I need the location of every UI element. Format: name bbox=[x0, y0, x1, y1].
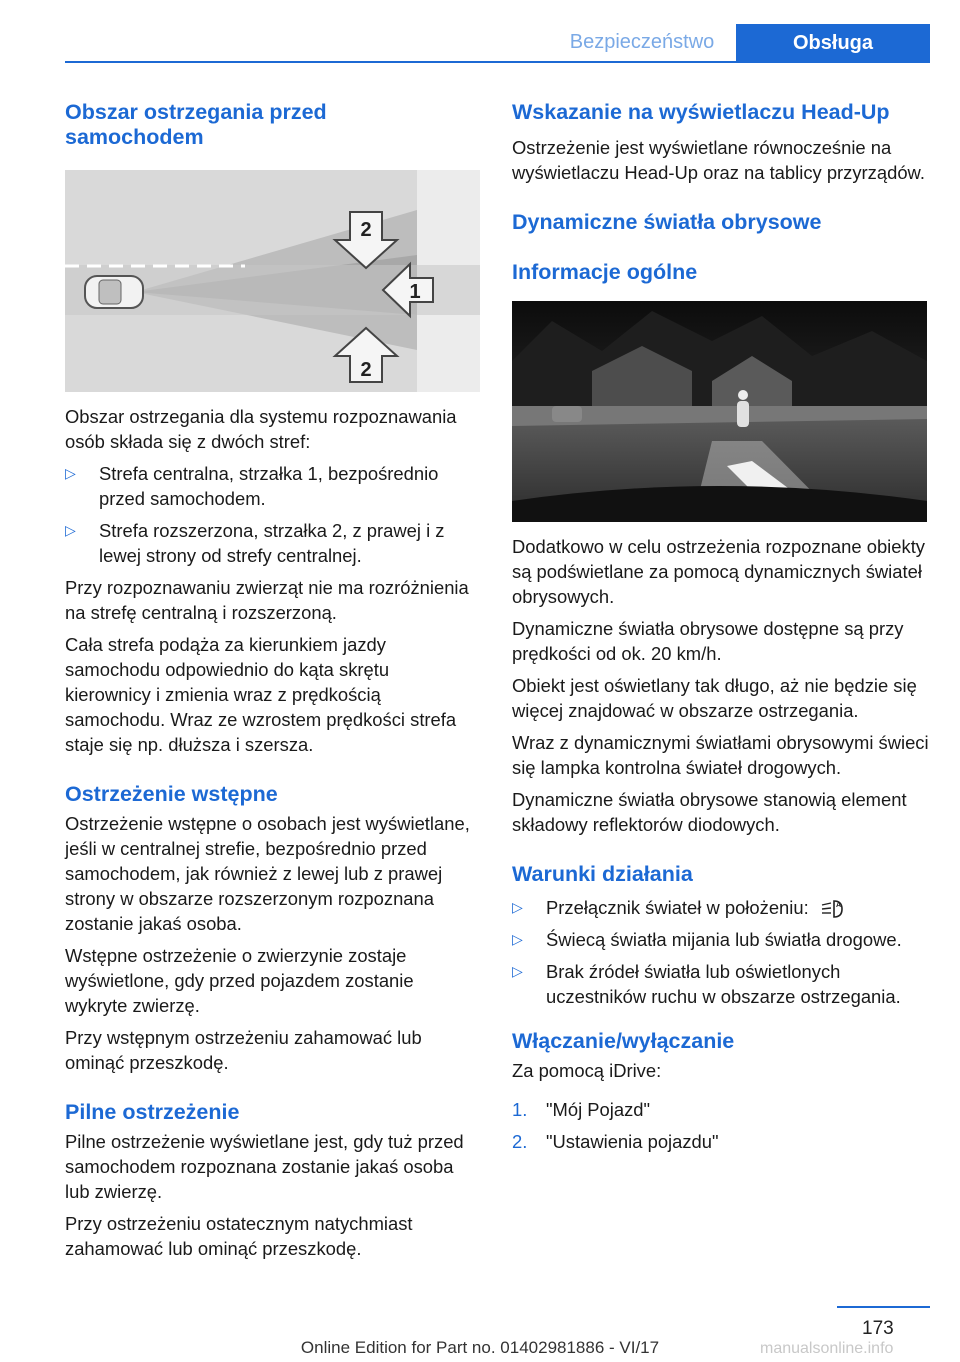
para-head-up: Ostrzeżenie jest wyświetlane równocześnie na wyświetlaczu Head-Up oraz na tablicy przyrządów. bbox=[512, 137, 925, 183]
list-item: ▷ Strefa rozszerzona, strzałka 2, z prawej i z lewej strony od strefy centralnej. bbox=[65, 520, 445, 566]
list-item: ▷ Brak źródeł światła lub oświetlonych uczestników ruchu w obszarze ostrzegania. bbox=[512, 961, 901, 1008]
triangle-bullet-icon: ▷ bbox=[512, 899, 523, 915]
para-urgent-action: Przy ostrzeżeniu ostatecznym natychmiast zahamować lub ominąć przeszkodę. bbox=[65, 1213, 413, 1259]
para-idrive: Za pomocą iDrive: bbox=[512, 1060, 662, 1082]
footer-rule bbox=[837, 1306, 930, 1308]
page-header bbox=[0, 0, 960, 62]
pedestrian-icon bbox=[737, 390, 749, 427]
list-item: 1. "Mój Pojazd" bbox=[512, 1099, 651, 1121]
para-zone-follows: Cała strefa podąża za kierunkiem jazdy samochodu odpowiednio do kąta skrętu kierownicy i zmienia wraz z prędkością samochodu. Wraz ze wzrostem prędkości strefa staje się np. dłuższa i szersza. bbox=[65, 634, 457, 755]
heading-head-up: Wskazanie na wyświetlaczu Head-Up bbox=[512, 100, 890, 124]
para-dynamic-highlight: Dodatkowo w celu ostrzeżenia rozpoznane obiekty są podświetlane za pomocą dynamicznych świateł obrysowych. bbox=[512, 536, 925, 607]
para-urgent-warning: Pilne ostrzeżenie wyświetlane jest, gdy tuż przed samochodem rozpoznana zostanie jakaś osoba lub zwierzę. bbox=[65, 1131, 464, 1202]
dynamic-lights-photo bbox=[512, 301, 927, 522]
para-animals: Przy rozpoznawaniu zwierząt nie ma rozróżnienia na strefę centralną i rozszerzoną. bbox=[65, 577, 469, 623]
para-zones-intro: Obszar ostrzegania dla systemu rozpoznawania osób składa się z dwóch stref: bbox=[65, 406, 457, 452]
arrow-1-label: 1 bbox=[409, 281, 421, 303]
zones-list bbox=[65, 461, 480, 568]
warning-zone-diagram bbox=[65, 170, 480, 392]
left-column bbox=[65, 100, 480, 1268]
right-column bbox=[512, 100, 930, 1161]
page-number: 173 bbox=[862, 1318, 894, 1339]
arrow-2-bottom-label: 2 bbox=[360, 359, 372, 381]
heading-pre-warning: Ostrzeżenie wstępne bbox=[65, 782, 278, 806]
auto-headlight-icon bbox=[820, 898, 846, 920]
para-dynamic-speed: Dynamiczne światła obrysowe dostępne są przy prędkości od ok. 20 km/h. bbox=[512, 618, 904, 664]
heading-urgent-warning: Pilne ostrzeżenie bbox=[65, 1100, 240, 1124]
para-dynamic-indicator: Wraz z dynamicznymi światłami obrysowymi świeci się lampka kontrolna świateł drogowych. bbox=[512, 732, 929, 778]
arrow-2-top-label: 2 bbox=[360, 219, 372, 241]
watermark: manualsonline.info bbox=[760, 1340, 894, 1357]
heading-dynamic-lights: Dynamiczne światła obrysowe bbox=[512, 210, 822, 234]
triangle-bullet-icon: ▷ bbox=[65, 465, 76, 481]
list-item: ▷ Strefa centralna, strzałka 1, bezpośrednio przed samochodem. bbox=[65, 463, 439, 509]
para-pre-warning-animals: Wstępne ostrzeżenie o zwierzynie zostaje wyświetlone, gdy przed pojazdem zostanie wykryte zwierzę. bbox=[65, 945, 414, 1016]
triangle-bullet-icon: ▷ bbox=[512, 963, 523, 980]
tab-bezpieczenstwo[interactable]: Bezpieczeństwo bbox=[569, 31, 715, 53]
list-item: ▷ Przełącznik świateł w położeniu: A bbox=[512, 895, 930, 920]
oncoming-car-icon bbox=[552, 406, 582, 422]
para-dynamic-duration: Obiekt jest oświetlany tak długo, aż nie będzie się więcej znajdować w obszarze ostrzegania. bbox=[512, 675, 917, 721]
heading-on-off: Włączanie/wyłączanie bbox=[512, 1029, 735, 1054]
para-pre-warning-action: Przy wstępnym ostrzeżeniu zahamować lub ominąć przeszkodę. bbox=[65, 1027, 422, 1073]
steps-list bbox=[512, 1097, 930, 1154]
triangle-bullet-icon: ▷ bbox=[65, 522, 76, 538]
tab-obsluga[interactable]: Obsługa bbox=[736, 24, 930, 62]
svg-text:A: A bbox=[835, 902, 841, 910]
triangle-bullet-icon: ▷ bbox=[512, 931, 523, 948]
heading-warning-area: Obszar ostrzegania przed samochodem bbox=[65, 100, 327, 149]
para-dynamic-component: Dynamiczne światła obrysowe stanowią element składowy reflektorów diodowych. bbox=[512, 789, 907, 835]
para-pre-warning-persons: Ostrzeżenie wstępne o osobach jest wyświetlane, jeśli w centralnej strefie, bezpośrednio przed samochodem, jak również z lewej lub z prawej strony w obszarze rozszerzonym rozpoznana zostanie jakaś osoba. bbox=[65, 813, 470, 934]
conditions-list bbox=[512, 895, 930, 1009]
car-icon bbox=[85, 276, 143, 308]
list-item: 2. "Ustawienia pojazdu" bbox=[512, 1131, 719, 1153]
heading-general-info: Informacje ogólne bbox=[512, 260, 698, 284]
heading-conditions: Warunki działania bbox=[512, 862, 693, 886]
edition-note: Online Edition for Part no. 01402981886 - VI/17 bbox=[300, 1338, 660, 1357]
list-item: ▷ Świecą światła mijania lub światła drogowe. bbox=[512, 929, 902, 951]
header-rule bbox=[65, 61, 930, 63]
